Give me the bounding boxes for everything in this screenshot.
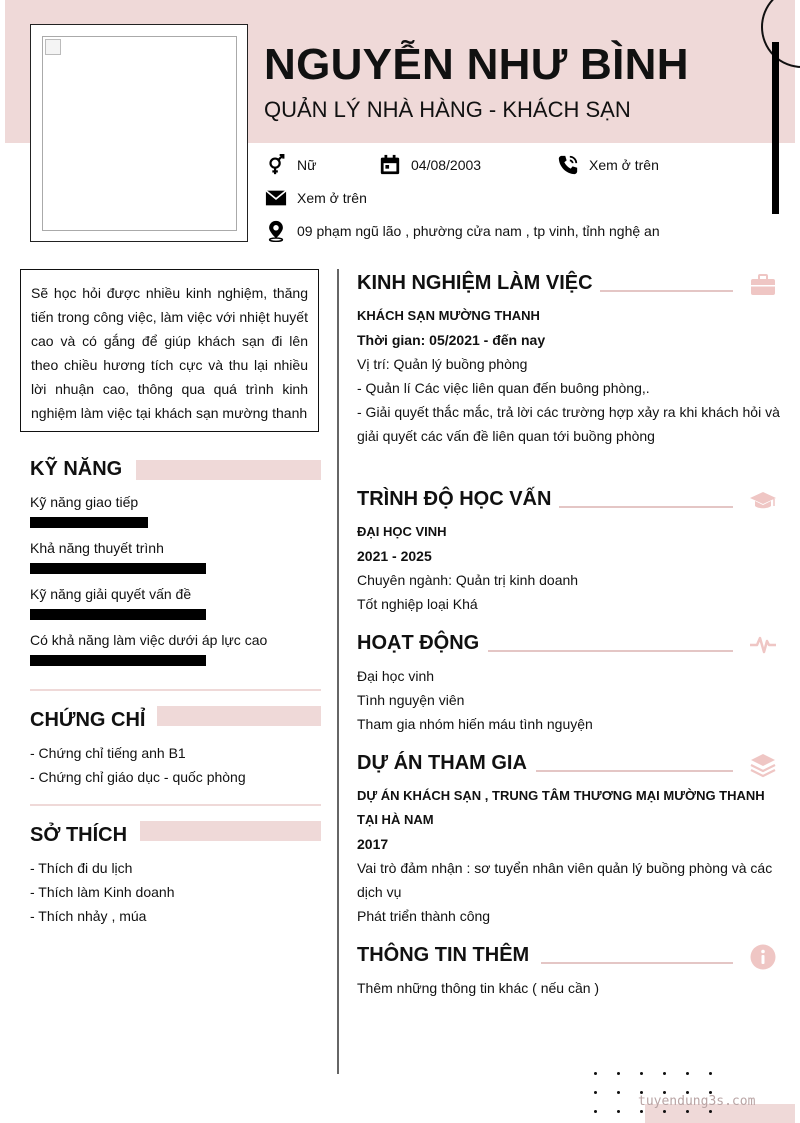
activity-line: Tham gia nhóm hiến máu tình nguyện <box>357 716 593 732</box>
experience-title-line <box>600 290 733 292</box>
profile-photo <box>42 36 237 231</box>
section-divider <box>30 689 321 691</box>
skill-label: Có khả năng làm việc dưới áp lực cao <box>30 632 268 648</box>
activity-line: Tình nguyện viên <box>357 692 465 708</box>
project-line: dịch vụ <box>357 884 402 900</box>
experience-line: giải quyết các vấn đề liên quan tới buồng phòng <box>357 428 655 444</box>
decorative-dot <box>686 1072 689 1075</box>
projects-title-line <box>536 770 733 772</box>
decorative-dot <box>709 1072 712 1075</box>
gender-icon <box>265 154 287 176</box>
project-name: TẠI HÀ NAM <box>357 812 434 827</box>
skill-level-bar <box>30 517 148 528</box>
skill-level-bar <box>30 609 206 620</box>
pulse-icon <box>749 631 777 659</box>
education-line: Tốt nghiệp loại Khá <box>357 596 478 612</box>
decorative-dot <box>663 1110 666 1113</box>
decorative-dot <box>594 1091 597 1094</box>
watermark: tuyendung3s.com <box>638 1094 756 1109</box>
birthday-info <box>379 154 481 176</box>
certificate-item: - Chứng chỉ giáo dục - quốc phòng <box>30 769 246 785</box>
decorative-dot <box>617 1091 620 1094</box>
address-info <box>265 220 660 242</box>
decorative-dot <box>686 1110 689 1113</box>
briefcase-icon <box>749 271 777 299</box>
skill-label: Kỹ năng giao tiếp <box>30 494 139 510</box>
decorative-dot <box>594 1072 597 1075</box>
hobbies-title: SỞ THÍCH <box>30 824 128 846</box>
education-school: ĐẠI HỌC VINH <box>357 524 447 539</box>
more-info-title-line <box>541 962 733 964</box>
skill-level-bar <box>30 563 206 574</box>
graduation-cap-icon <box>749 487 777 515</box>
project-line: Phát triển thành công <box>357 908 491 924</box>
decorative-dot <box>594 1110 597 1113</box>
gender-value: Nữ <box>297 157 317 173</box>
decorative-dot <box>640 1110 643 1113</box>
experience-line: Vị trí: Quản lý buồng phòng <box>357 356 528 372</box>
decorative-dot <box>617 1072 620 1075</box>
activities-title-line <box>488 650 733 652</box>
layers-icon <box>749 751 777 779</box>
more-info-title: THÔNG TIN THÊM <box>357 944 530 966</box>
education-years: 2021 - 2025 <box>357 548 432 564</box>
decorative-dot <box>640 1072 643 1075</box>
hobby-item: - Thích đi du lịch <box>30 860 133 876</box>
broken-image-icon <box>45 39 61 55</box>
hobby-item: - Thích nhảy , múa <box>30 908 147 924</box>
project-name: DỰ ÁN KHÁCH SẠN , TRUNG TÂM THƯƠNG MẠI MƯỜNG THANH <box>357 788 765 803</box>
decorative-dot <box>709 1110 712 1113</box>
info-icon <box>749 943 777 971</box>
project-line: Vai trò đảm nhận : sơ tuyển nhân viên quản lý buồng phòng và các <box>357 860 773 876</box>
job-title: QUẢN LÝ NHÀ HÀNG - KHÁCH SẠN <box>264 97 631 122</box>
email-value: Xem ở trên <box>297 190 367 206</box>
phone-info <box>557 154 659 176</box>
certificate-item: - Chứng chỉ tiếng anh B1 <box>30 745 186 761</box>
decorative-vertical-bar <box>772 42 779 214</box>
more-info-text: Thêm những thông tin khác ( nếu cần ) <box>357 980 600 996</box>
gender-info <box>265 154 316 176</box>
experience-period: Thời gian: 05/2021 - đến nay <box>357 332 546 348</box>
birthday-value: 04/08/2003 <box>411 157 482 173</box>
email-info <box>265 187 367 209</box>
hobby-item: - Thích làm Kinh doanh <box>30 884 175 900</box>
phone-value: Xem ở trên <box>589 157 659 173</box>
column-divider <box>337 269 339 1074</box>
education-line: Chuyên ngành: Quản trị kinh doanh <box>357 572 579 588</box>
skills-title-bar <box>136 460 321 480</box>
project-year: 2017 <box>357 836 389 852</box>
calendar-icon <box>379 154 401 176</box>
hobbies-title-bar <box>140 821 321 841</box>
skill-label: Kỹ năng giải quyết vấn đề <box>30 586 192 602</box>
skill-label: Khả năng thuyết trình <box>30 540 164 556</box>
experience-line: - Quản lí Các việc liên quan đến buông phòng,. <box>357 380 650 396</box>
profile-photo-frame <box>30 24 248 242</box>
projects-title: DỰ ÁN THAM GIA <box>357 752 527 774</box>
address-value: 09 phạm ngũ lão , phường cửa nam , tp vinh, tỉnh nghệ an <box>297 223 660 239</box>
activity-line: Đại học vinh <box>357 668 435 684</box>
education-title-line <box>559 506 733 508</box>
experience-company: KHÁCH SẠN MƯỜNG THANH <box>357 308 540 323</box>
section-divider <box>30 804 321 806</box>
email-icon <box>265 187 287 209</box>
skills-title: KỸ NĂNG <box>30 458 123 480</box>
phone-icon <box>557 154 579 176</box>
skill-level-bar <box>30 655 206 666</box>
experience-title: KINH NGHIỆM LÀM VIỆC <box>357 272 593 294</box>
certificates-title: CHỨNG CHỈ <box>30 709 146 731</box>
location-icon <box>265 220 287 242</box>
experience-line: - Giải quyết thắc mắc, trả lời các trường hợp xảy ra khi khách hỏi và <box>357 404 780 420</box>
candidate-name: NGUYỄN NHƯ BÌNH <box>264 40 689 89</box>
activities-title: HOẠT ĐỘNG <box>357 632 480 654</box>
education-title: TRÌNH ĐỘ HỌC VẤN <box>357 488 552 510</box>
career-objective: Sẽ học hỏi được nhiều kinh nghiệm, thăng tiến trong công việc, làm việc với nhiệt huyết cao và có gắng để giúp khách sạn đi lên theo chiều hương tích cực và thu lại nhiều lời nhuận cao, thông qua quá trình kinh nghiệm làm việc tại khách sạn mường thanh <box>20 269 319 432</box>
decorative-dot <box>617 1110 620 1113</box>
certificates-title-bar <box>157 706 321 726</box>
decorative-dot <box>663 1072 666 1075</box>
